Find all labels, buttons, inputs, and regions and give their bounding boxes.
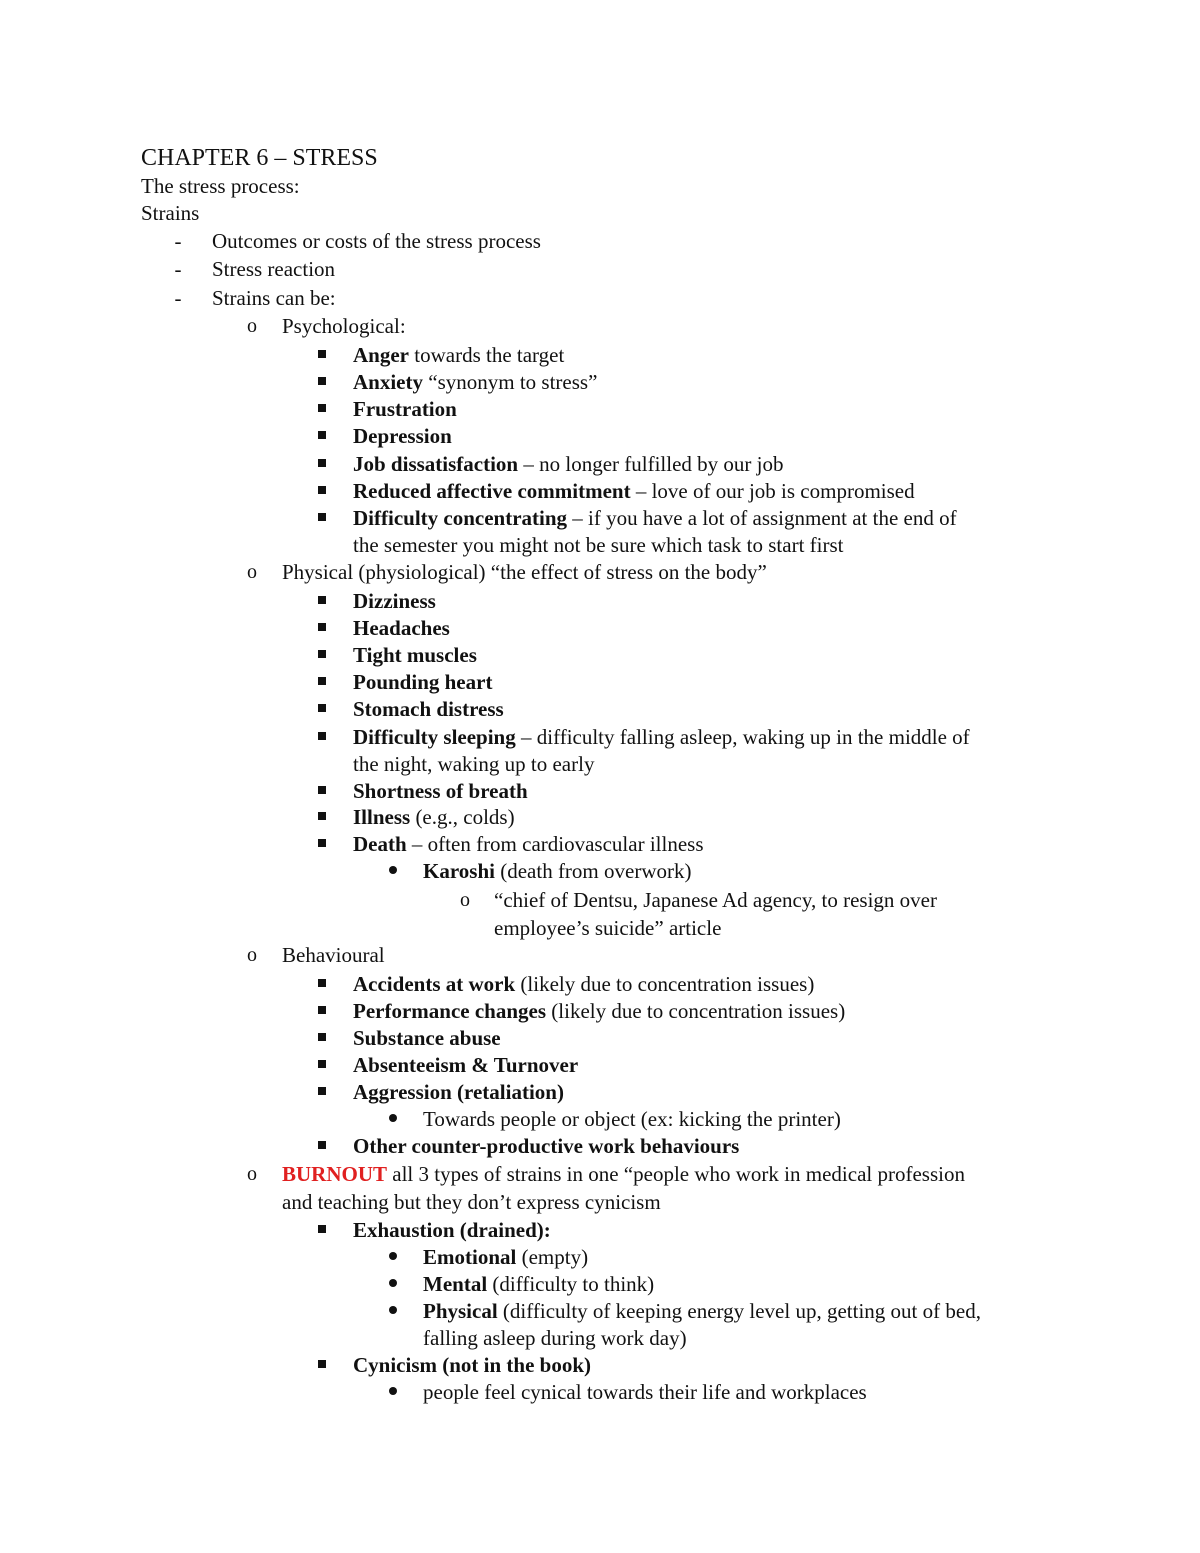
list-item: Tight muscles — [353, 643, 477, 667]
circle-bullet: o — [247, 315, 257, 337]
list-item: Mental (difficulty to think) — [423, 1272, 655, 1296]
list-item: Frustration — [353, 397, 457, 421]
list-item: Aggression (retaliation) — [353, 1080, 564, 1104]
square-bullet-icon — [318, 513, 326, 521]
article-text: “chief of Dentsu, Japanese Ad agency, to resign over — [494, 888, 937, 912]
square-bullet-icon — [318, 623, 326, 631]
list-item: Absenteeism & Turnover — [353, 1053, 579, 1077]
list-item: Physical (difficulty of keeping energy level up, getting out of bed, — [423, 1299, 981, 1323]
list-item: Job dissatisfaction – no longer fulfilled by our job — [353, 452, 784, 476]
dash-bullet: - — [174, 286, 182, 310]
circle-bullet: o — [247, 1163, 257, 1185]
list-item: Depression — [353, 424, 452, 448]
strain-item: Strains can be: — [212, 286, 336, 310]
list-item: Substance abuse — [353, 1026, 501, 1050]
square-bullet-icon — [318, 812, 326, 820]
list-item: Difficulty concentrating – if you have a lot of assignment at the end of — [353, 506, 957, 530]
list-item-continuation: the semester you might not be sure which task to start first — [353, 533, 844, 557]
category-label-continuation: and teaching but they don’t express cynicism — [282, 1190, 661, 1214]
square-bullet-icon — [318, 677, 326, 685]
list-item: Anxiety “synonym to stress” — [353, 370, 598, 394]
list-item: Shortness of breath — [353, 779, 528, 803]
intro-text: The stress process: — [141, 174, 300, 198]
list-item: Illness (e.g., colds) — [353, 805, 515, 829]
dash-bullet: - — [174, 229, 182, 253]
square-bullet-icon — [318, 650, 326, 658]
square-bullet-icon — [318, 839, 326, 847]
square-bullet-icon — [318, 1141, 326, 1149]
strain-item: Stress reaction — [212, 257, 336, 281]
category-label: Physical (physiological) “the effect of stress on the body” — [282, 560, 767, 584]
square-bullet-icon — [318, 732, 326, 740]
list-item-continuation: falling asleep during work day) — [423, 1326, 687, 1350]
square-bullet-icon — [318, 459, 326, 467]
round-bullet-icon — [389, 1279, 397, 1287]
list-item-continuation: the night, waking up to early — [353, 752, 595, 776]
section-heading: Strains — [141, 201, 200, 225]
square-bullet-icon — [318, 1087, 326, 1095]
list-item: Reduced affective commitment – love of our job is compromised — [353, 479, 915, 503]
square-bullet-icon — [318, 404, 326, 412]
category-label: BURNOUT all 3 types of strains in one “people who work in medical profession — [282, 1162, 965, 1186]
dash-bullet: - — [174, 257, 182, 281]
square-bullet-icon — [318, 1006, 326, 1014]
list-item: Anger towards the target — [353, 343, 565, 367]
square-bullet-icon — [318, 1360, 326, 1368]
list-item: Headaches — [353, 616, 450, 640]
square-bullet-icon — [318, 596, 326, 604]
list-item: Exhaustion (drained): — [353, 1218, 551, 1242]
square-bullet-icon — [318, 1033, 326, 1041]
list-item: Pounding heart — [353, 670, 493, 694]
strain-item: Outcomes or costs of the stress process — [212, 229, 541, 253]
circle-bullet: o — [247, 944, 257, 966]
square-bullet-icon — [318, 979, 326, 987]
burnout-label: BURNOUT — [282, 1162, 388, 1186]
category-label: Behavioural — [282, 943, 385, 967]
list-item: Dizziness — [353, 589, 436, 613]
round-bullet-icon — [389, 1252, 397, 1260]
list-item: Emotional (empty) — [423, 1245, 589, 1269]
list-item: Performance changes (likely due to concentration issues) — [353, 999, 846, 1023]
square-bullet-icon — [318, 786, 326, 794]
round-bullet-icon — [389, 1114, 397, 1122]
list-item: Other counter-productive work behaviours — [353, 1134, 740, 1158]
list-item: Cynicism (not in the book) — [353, 1353, 592, 1377]
article-text-continuation: employee’s suicide” article — [494, 916, 722, 940]
category-label: Psychological: — [282, 314, 406, 338]
list-item: Accidents at work (likely due to concentration issues) — [353, 972, 815, 996]
list-item: Karoshi (death from overwork) — [423, 859, 692, 883]
list-item: Stomach distress — [353, 697, 504, 721]
round-bullet-icon — [389, 866, 397, 874]
list-item: Towards people or object (ex: kicking the printer) — [423, 1107, 841, 1131]
page-title: CHAPTER 6 – STRESS — [141, 145, 378, 171]
list-item: Death – often from cardiovascular illness — [353, 832, 704, 856]
square-bullet-icon — [318, 704, 326, 712]
square-bullet-icon — [318, 431, 326, 439]
circle-bullet: o — [247, 561, 257, 583]
round-bullet-icon — [389, 1306, 397, 1314]
square-bullet-icon — [318, 486, 326, 494]
round-bullet-icon — [389, 1387, 397, 1395]
square-bullet-icon — [318, 377, 326, 385]
list-item: Difficulty sleeping – difficulty falling asleep, waking up in the middle of — [353, 725, 970, 749]
square-bullet-icon — [318, 350, 326, 358]
square-bullet-icon — [318, 1225, 326, 1233]
circle-bullet: o — [460, 889, 470, 911]
list-item: people feel cynical towards their life and workplaces — [423, 1380, 867, 1404]
square-bullet-icon — [318, 1060, 326, 1068]
